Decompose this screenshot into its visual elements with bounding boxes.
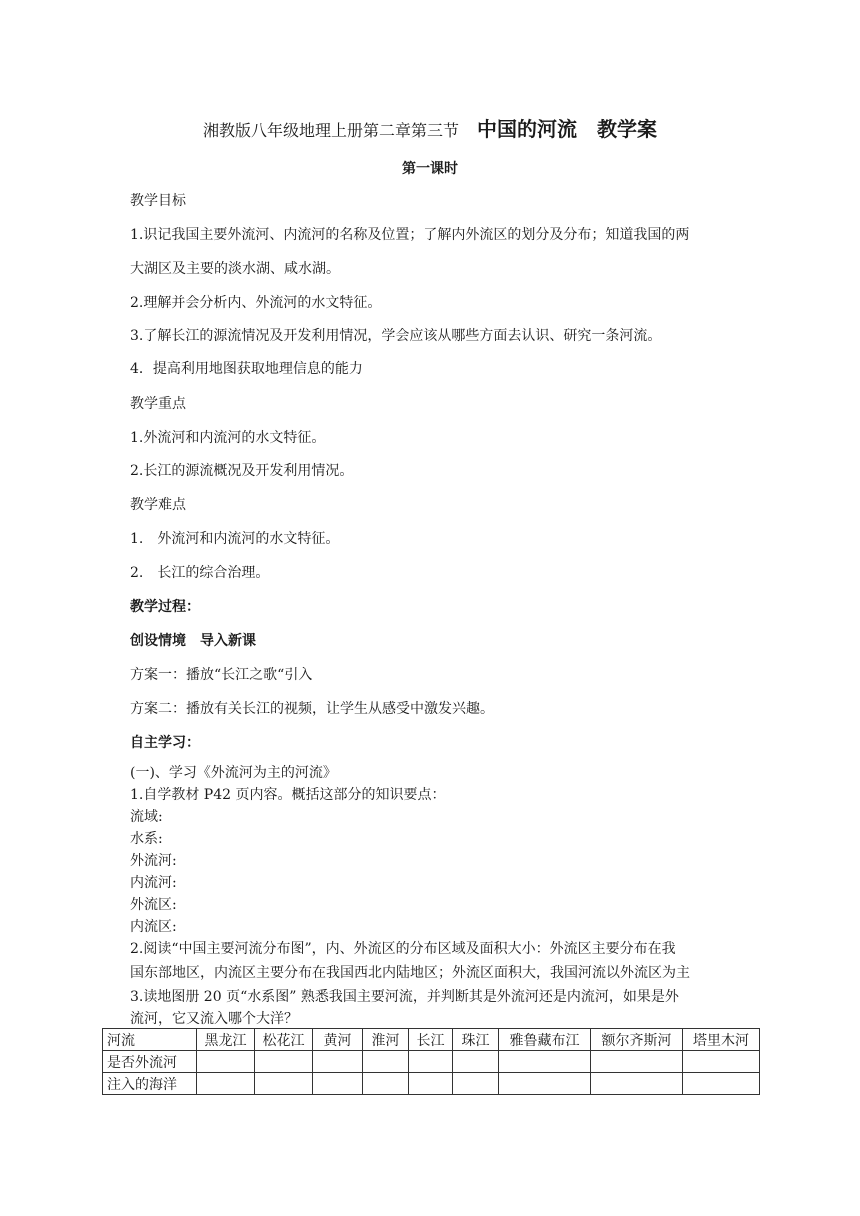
term-exterior-region: 外流区: [130, 897, 177, 913]
table-cell[interactable] [453, 1051, 499, 1073]
plan-two: 方案二：播放有关长江的视频，让学生从感受中激发兴趣。 [130, 701, 494, 717]
table-cell[interactable] [591, 1073, 683, 1095]
table-cell[interactable] [453, 1073, 499, 1095]
river-heilongjiang: 黑龙江 [197, 1029, 255, 1051]
table-cell[interactable] [363, 1051, 409, 1073]
river-yarlung-tsangpo: 雅鲁藏布江 [499, 1029, 591, 1051]
table-cell[interactable] [409, 1051, 453, 1073]
table-row [103, 1029, 760, 1051]
river-songhuajiang: 松花江 [255, 1029, 313, 1051]
table-cell[interactable] [255, 1051, 313, 1073]
plan-one: 方案一：播放“长江之歌“引入 [130, 667, 313, 683]
key-points-heading: 教学重点 [130, 396, 186, 412]
table-cell[interactable] [363, 1073, 409, 1095]
table-cell[interactable] [313, 1051, 363, 1073]
difficulties-heading: 教学难点 [130, 497, 186, 513]
title-prefix: 湘教版八年级地理上册第二章第三节 [202, 121, 459, 140]
difficulty-item: 1. 外流河和内流河的水文特征。 [130, 531, 340, 547]
table-cell[interactable] [255, 1073, 313, 1095]
table-cell[interactable] [197, 1073, 255, 1095]
term-watershed: 流域: [130, 809, 163, 825]
table-cell[interactable] [409, 1073, 453, 1095]
term-inland-river: 内流河: [130, 875, 177, 891]
key-point-item: 2.长江的源流概况及开发利用情况。 [130, 463, 354, 479]
term-river-system: 水系: [130, 831, 163, 847]
task-three-continued: 流河，它又流入哪个大洋？ [130, 1011, 298, 1027]
goal-item: 3.了解长江的源流情况及开发利用情况，学会应该从哪些方面去认识、研究一条河流。 [130, 328, 662, 344]
table-cell[interactable] [499, 1051, 591, 1073]
table-cell[interactable] [499, 1073, 591, 1095]
goal-item: 2.理解并会分析内、外流河的水文特征。 [130, 295, 382, 311]
table-cell[interactable] [591, 1051, 683, 1073]
river-huanghe: 黄河 [313, 1029, 363, 1051]
goal-item: 4．提高利用地图获取地理信息的能力 [130, 361, 363, 377]
goal-item: 1.识记我国主要外流河、内流河的名称及位置；了解内外流区的划分及分布；知道我国的两 [130, 227, 690, 243]
process-heading: 教学过程： [130, 599, 200, 615]
river-zhujiang: 珠江 [453, 1029, 499, 1051]
table-cell[interactable] [313, 1073, 363, 1095]
task-one: 1.自学教材 P42 页内容。概括这部分的知识要点： [130, 787, 446, 803]
goals-heading: 教学目标 [130, 193, 186, 209]
table-row [103, 1073, 760, 1095]
row-header-river: 河流 [103, 1029, 197, 1051]
key-point-item: 1.外流河和内流河的水文特征。 [130, 430, 326, 446]
subtitle: 第一课时 [402, 161, 458, 177]
task-two-continued: 国东部地区，内流区主要分布在我国西北内陆地区；外流区面积大，我国河流以外流区为主 [130, 965, 690, 981]
self-study-heading: 自主学习： [130, 735, 200, 751]
title-main: 中国的河流 教学案 [477, 117, 657, 141]
table-cell[interactable] [683, 1051, 760, 1073]
table-cell[interactable] [683, 1073, 760, 1095]
river-table [102, 1028, 760, 1095]
table-cell[interactable] [197, 1051, 255, 1073]
river-huaihe: 淮河 [363, 1029, 409, 1051]
river-changjiang: 长江 [409, 1029, 453, 1051]
intro-heading: 创设情境 导入新课 [130, 633, 256, 649]
river-irtysh: 额尔齐斯河 [591, 1029, 683, 1051]
table-row [103, 1051, 760, 1073]
term-inland-region: 内流区: [130, 919, 177, 935]
term-exterior-river: 外流河: [130, 853, 177, 869]
task-two: 2.阅读“中国主要河流分布图”，内、外流区的分布区域及面积大小：外流区主要分布在我 [130, 941, 676, 957]
goal-item-continued: 大湖区及主要的淡水湖、咸水湖。 [130, 261, 340, 277]
row-header-ocean: 注入的海洋 [103, 1073, 197, 1095]
section-one-title: (一)、学习《外流河为主的河流》 [130, 765, 337, 781]
document-title [0, 117, 860, 143]
difficulty-item: 2. 长江的综合治理。 [130, 565, 270, 581]
river-tarim: 塔里木河 [683, 1029, 760, 1051]
task-three: 3.读地图册 20 页“水系图” 熟悉我国主要河流，并判断其是外流河还是内流河，如果是外 [130, 989, 679, 1005]
row-header-is-exterior: 是否外流河 [103, 1051, 197, 1073]
